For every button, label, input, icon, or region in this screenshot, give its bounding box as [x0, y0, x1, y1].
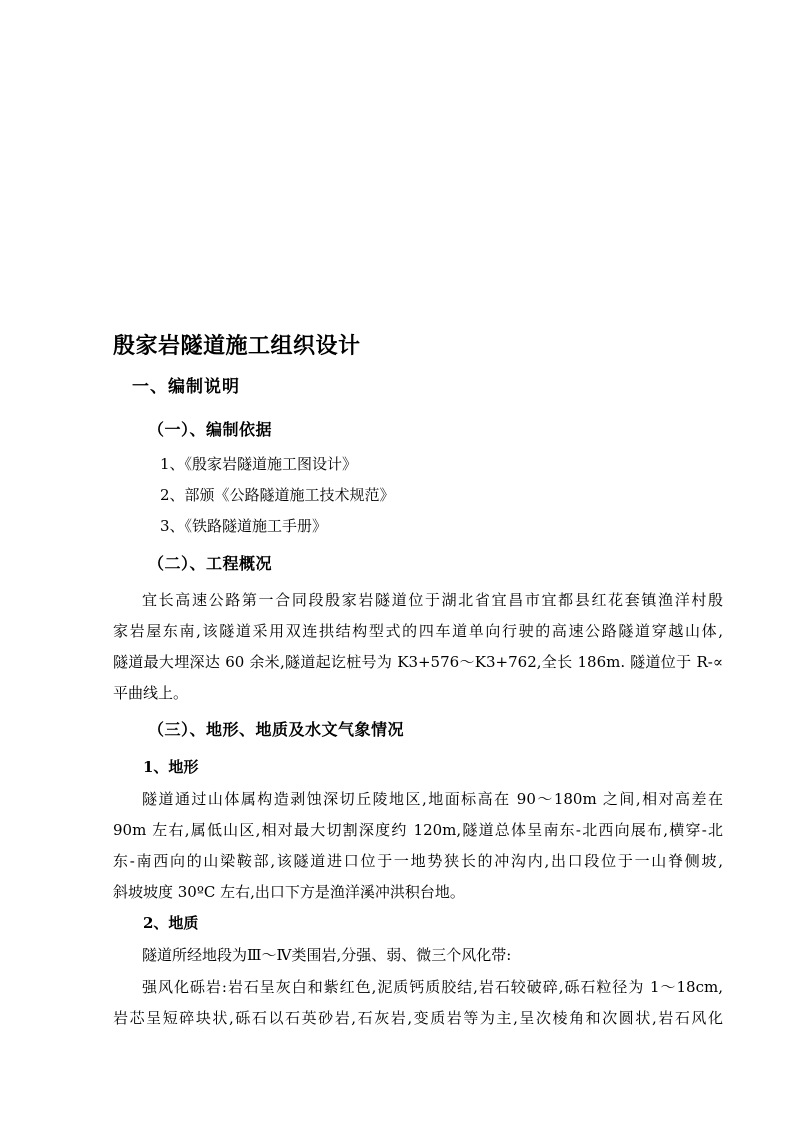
- subheading-geology: 2、地质: [143, 914, 199, 932]
- paragraph-line: 家岩屋东南,该隧道采用双连拱结构型式的四车道单向行驶的高速公路隧道穿越山体,: [113, 622, 723, 640]
- basis-item: 3、《铁路隧道施工手册》: [160, 517, 328, 535]
- subsection-heading-overview: （二）、工程概况: [148, 554, 273, 573]
- basis-item: 2、部颁《公路隧道施工技术规范》: [160, 486, 395, 504]
- subsection-heading-terrain: （三）、地形、地质及水文气象情况: [148, 720, 405, 739]
- subsection-heading-basis: （一）、编制依据: [148, 420, 273, 439]
- paragraph-line: 隧道最大埋深达 60 余米,隧道起讫桩号为 K3+576～K3+762,全长 186m. 隧道位于 R-∝: [113, 653, 723, 671]
- paragraph-line: 隧道通过山体属构造剥蚀深切丘陵地区,地面标高在 90～180m 之间,相对高差在: [142, 790, 723, 808]
- paragraph-line: 平曲线上。: [113, 684, 189, 702]
- paragraph-line: 90m 左右,属低山区,相对最大切割深度约 120m,隧道总体呈南东-北西向展布,横穿-北: [113, 821, 723, 839]
- paragraph-line: 强风化砾岩:岩石呈灰白和紫红色,泥质钙质胶结,岩石较破碎,砾石粒径为 1～18cm,: [142, 978, 723, 996]
- paragraph-line: 东-南西向的山梁鞍部,该隧道进口位于一地势狭长的冲沟内,出口段位于一山脊侧坡,: [113, 852, 723, 870]
- paragraph-line: 宜长高速公路第一合同段殷家岩隧道位于湖北省宜昌市宜都县红花套镇渔洋村殷: [142, 591, 723, 609]
- subheading-landform: 1、地形: [143, 758, 199, 776]
- document-title: 殷家岩隧道施工组织设计: [113, 333, 361, 359]
- section-heading-compilation: 一、编制说明: [132, 377, 240, 397]
- basis-item: 1、《殷家岩隧道施工图设计》: [160, 455, 358, 473]
- paragraph-line: 隧道所经地段为Ⅲ～Ⅳ类围岩,分强、弱、微三个风化带:: [142, 946, 512, 964]
- paragraph-line: 岩芯呈短碎块状,砾石以石英砂岩,石灰岩,变质岩等为主,呈次棱角和次圆状,岩石风化: [113, 1009, 723, 1027]
- paragraph-line: 斜坡坡度 30ºC 左右,出口下方是渔洋溪冲洪积台地。: [113, 883, 465, 901]
